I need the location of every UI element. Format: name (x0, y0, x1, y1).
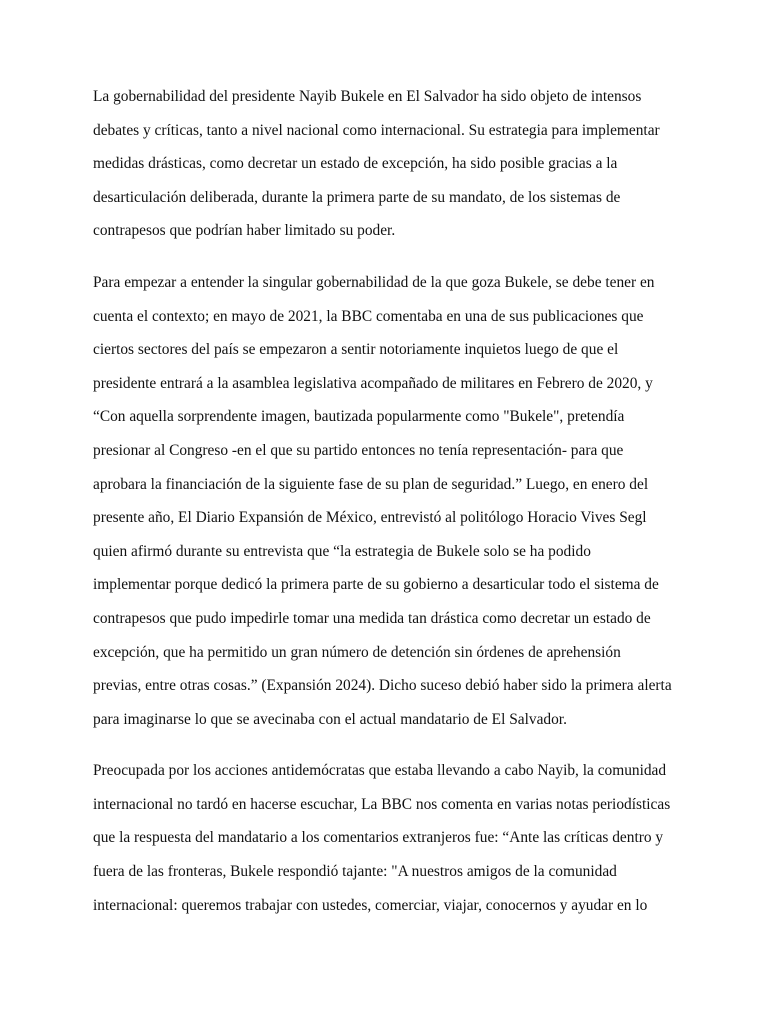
text-line: cuenta el contexto; en mayo de 2021, la BBC comentaba en una de sus publicaciones que (93, 307, 644, 325)
paragraph-2 (93, 270, 678, 740)
text-line: que la respuesta del mandatario a los comentarios extranjeros fue: “Ante las críticas dentro y (93, 829, 664, 847)
text-line: Preocupada por los acciones antidemócratas que estaba llevando a cabo Nayib, la comunidad (93, 762, 667, 780)
text-line: fuera de las fronteras, Bukele respondió tajante: "A nuestros amigos de la comunidad (93, 863, 617, 881)
paragraph-1 (93, 84, 678, 252)
text-line: previas, entre otras cosas.” (Expansión 2024). Dicho suceso debió haber sido la primera alerta (93, 677, 672, 695)
text-line: La gobernabilidad del presidente Nayib Bukele en El Salvador ha sido objeto de intensos (93, 88, 642, 105)
text-line: “Con aquella sorprendente imagen, bautizada popularmente como "Bukele", pretendía (93, 408, 625, 426)
text-line: desarticulación deliberada, durante la primera parte de su mandato, de los sistemas de (93, 188, 621, 206)
text-line: aprobara la financiación de la siguiente fase de su plan de seguridad.” Luego, en enero del (93, 475, 649, 493)
text-line: Para empezar a entender la singular gobernabilidad de la que goza Bukele, se debe tener en (93, 273, 655, 291)
text-line: implementar porque dedicó la primera parte de su gobierno a desarticular todo el sistema de (93, 576, 659, 594)
text-line: quien afirmó durante su entrevista que “la estrategia de Bukele solo se ha podido (93, 542, 591, 560)
text-line: debates y críticas, tanto a nivel nacional como internacional. Su estrategia para implementar (93, 121, 660, 139)
text-line: internacional no tardó en hacerse escuchar, La BBC nos comenta en varias notas periodísticas (93, 795, 671, 813)
text-line: presente año, El Diario Expansión de México, entrevistó al politólogo Horacio Vives Segl (93, 509, 647, 527)
text-line: medidas drásticas, como decretar un estado de excepción, ha sido posible gracias a la (93, 155, 618, 173)
document-body (93, 84, 678, 926)
text-line: excepción, que ha permitido un gran número de detención sin órdenes de aprehensión (93, 643, 621, 661)
text-line: internacional: queremos trabajar con ustedes, comerciar, viajar, conocernos y ayudar en lo (93, 896, 648, 914)
text-line: contrapesos que pudo impedirle tomar una medida tan drástica como decretar un estado de (93, 609, 651, 627)
text-line: para imaginarse lo que se avecinaba con el actual mandatario de El Salvador. (93, 710, 567, 728)
text-line: presionar al Congreso -en el que su partido entonces no tenía representación- para que (93, 441, 624, 459)
text-line: presidente entrará a la asamblea legislativa acompañado de militares en Febrero de 2020, y (93, 374, 653, 392)
text-line: contrapesos que podrían haber limitado su poder. (93, 222, 396, 240)
paragraph-3 (93, 758, 678, 926)
text-line: ciertos sectores del país se empezaron a sentir notoriamente inquietos luego de que el (93, 341, 619, 359)
